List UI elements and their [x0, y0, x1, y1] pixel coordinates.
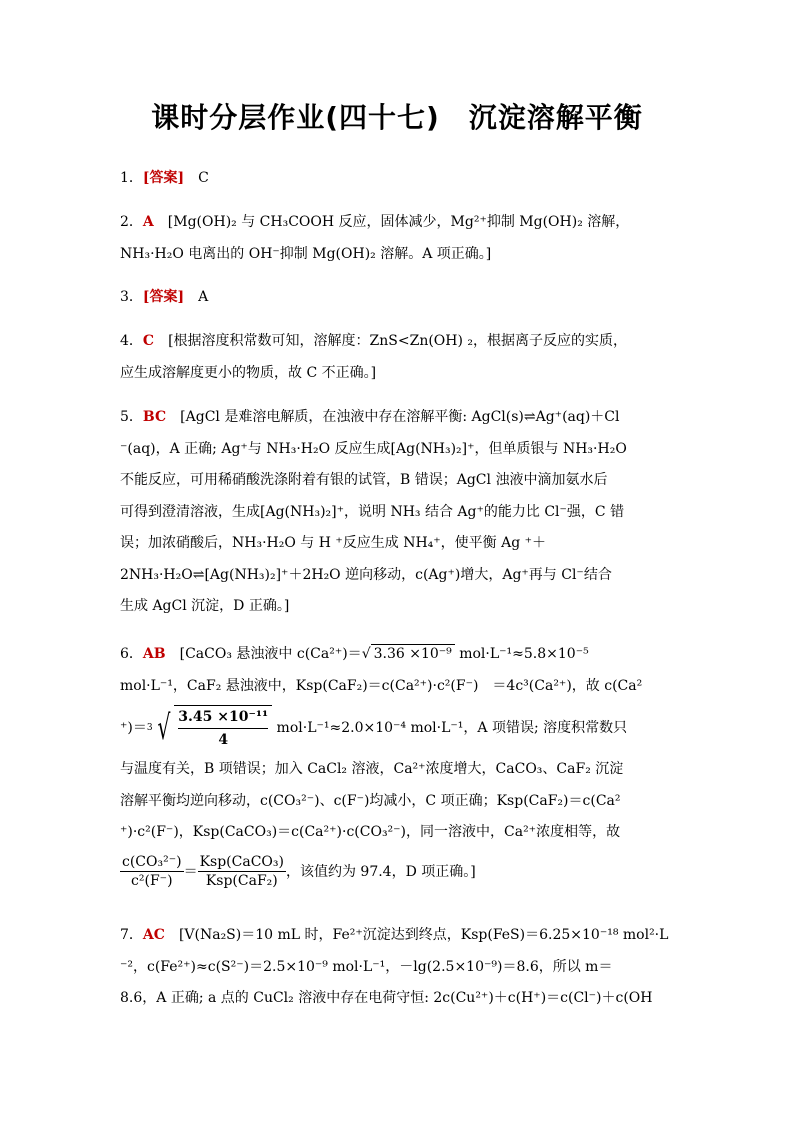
sqrt-expression: 3.36 ×10⁻⁹ [371, 644, 455, 663]
root-fraction [174, 705, 272, 751]
question-number: 2． [120, 214, 143, 230]
answer-item-7 [120, 920, 676, 1015]
root-numerator: 3.45 ×10⁻¹¹ [178, 706, 268, 729]
explanation-line: mol·L⁻¹，CaF₂ 悬浊液中，Ksp(CaF₂)＝c(Ca²⁺)·c²(F⁻) ＝4c³(Ca²⁺)，故 c(Ca² [120, 677, 643, 694]
fraction-numerator: Ksp(CaCO₃) [199, 854, 284, 870]
answer-tag: [答案] [142, 289, 185, 305]
root-index: 3 [146, 723, 153, 733]
explanation-text: [根据溶度积常数可知，溶解度：ZnS<Zn(OH) ₂，根据离子反应的实质， [168, 333, 628, 349]
question-number: 5． [120, 409, 143, 425]
answer-line [120, 282, 676, 314]
answer-line [120, 207, 676, 239]
answer-item-1 [120, 163, 676, 195]
explanation-text: ，该值约为 97.4，D 项正确。] [285, 863, 476, 880]
explanation-line: 应生成溶解度更小的物质，故 C 不正确。] [120, 364, 377, 381]
answer-line [120, 920, 676, 952]
explanation-line: NH₃·H₂O 电离出的 OH⁻抑制 Mg(OH)₂ 溶解。A 项正确。] [120, 245, 492, 262]
explanation-text: [V(Na₂S)＝10 mL 时，Fe²⁺沉淀达到终点，Ksp(FeS)＝6.25×10⁻¹⁸ mol²·L [178, 927, 669, 943]
explanation-line: 可得到澄清溶液，生成[Ag(NH₃)₂]⁺，说明 NH₃ 结合 Ag⁺的能力比 Cl⁻强，C 错 [120, 503, 625, 520]
explanation-line: 误；加浓硝酸后，NH₃·H₂O 与 H ⁺反应生成 NH₄⁺，使平衡 Ag ⁺＋ [120, 535, 547, 551]
answer-item-5 [120, 402, 676, 623]
explanation-text: [Mg(OH)₂ 与 CH₃COOH 反应，固体减少，Mg²⁺抑制 Mg(OH)₂ 溶解， [167, 214, 630, 230]
question-number: 1． [120, 170, 143, 186]
question-number: 7． [120, 927, 143, 943]
cube-root-expression [147, 702, 272, 754]
question-number: 3． [120, 289, 143, 305]
ksp-fraction [198, 853, 286, 890]
question-number: 6． [120, 646, 143, 662]
explanation-line [120, 849, 676, 895]
explanation-line: ⁺)·c²(F⁻)，Ksp(CaCO₃)＝c(Ca²⁺)·c(CO₃²⁻)，同一溶液中，Ca²⁺浓度相等，故 [120, 824, 621, 840]
question-number: 4． [120, 333, 143, 349]
equals-sign: ＝ [183, 863, 198, 880]
sqrt-symbol: √ [361, 646, 371, 662]
explanation-text: ⁺)＝ [120, 720, 147, 736]
answer-item-6 [120, 639, 676, 895]
explanation-line: 不能反应，可用稀硝酸洗涤附着有银的试管，B 错误；AgCl 浊液中滴加氨水后 [120, 472, 608, 488]
explanation-line: ⁻²，c(Fe²⁺)≈c(S²⁻)＝2.5×10⁻⁹ mol·L⁻¹，－lg(2.5×10⁻⁹)＝8.6，所以 m＝ [120, 958, 613, 975]
answer-choice: C [198, 170, 209, 186]
explanation-line: 溶解平衡均逆向移动，c(CO₃²⁻)、c(F⁻)均减小，C 项正确；Ksp(CaF₂)＝c(Ca² [120, 792, 621, 809]
answer-choice: A [198, 289, 209, 305]
explanation-text: [AgCl 是难溶电解质，在浊液中存在溶解平衡: AgCl(s)⇌Ag⁺(aq)＋Cl [180, 409, 620, 425]
answer-line [120, 326, 676, 358]
answer-item-3 [120, 282, 676, 314]
answer-line [120, 639, 676, 671]
explanation-line: ⁻(aq)，A 正确; Ag⁺与 NH₃·H₂O 反应生成[Ag(NH₃)₂]⁺，但单质银与 NH₃·H₂O [120, 440, 627, 457]
explanation-text: [CaCO₃ 悬浊液中 c(Ca²⁺)＝ [179, 646, 362, 662]
answer-line [120, 402, 676, 434]
root-denominator: 4 [218, 732, 229, 748]
explanation-text: mol·L⁻¹≈5.8×10⁻⁵ [454, 646, 589, 662]
explanation-text: mol·L⁻¹≈2.0×10⁻⁴ mol·L⁻¹，A 项错误; 溶度积常数只 [272, 720, 628, 736]
explanation-line [120, 702, 676, 754]
fraction-denominator: c²(F⁻) [131, 873, 173, 889]
explanation-line: 生成 AgCl 沉淀，D 正确。] [120, 598, 290, 614]
fraction-denominator: Ksp(CaF₂) [205, 873, 278, 889]
ratio-fraction [120, 853, 184, 890]
explanation-line: 8.6，A 正确; a 点的 CuCl₂ 溶液中存在电荷守恒: 2c(Cu²⁺)＋c(H⁺)＝c(Cl⁻)＋c(OH [120, 990, 653, 1006]
explanation-line: 与温度有关，B 项错误；加入 CaCl₂ 溶液，Ca²⁺浓度增大，CaCO₃、CaF₂ 沉淀 [120, 761, 624, 777]
answer-line [120, 163, 676, 195]
answer-tag: AB [142, 646, 166, 662]
answer-tag: AC [142, 927, 165, 943]
explanation-line: 2NH₃·H₂O⇌[Ag(NH₃)₂]⁺＋2H₂O 逆向移动，c(Ag⁺)增大，Ag⁺再与 Cl⁻结合 [120, 566, 612, 583]
answer-tag: C [142, 333, 155, 349]
answer-tag: A [142, 214, 154, 230]
root-symbol: √ [156, 708, 170, 748]
answer-tag: BC [142, 409, 167, 425]
fraction-numerator: c(CO₃²⁻) [122, 854, 182, 870]
answer-item-4 [120, 326, 676, 389]
page-title: 课时分层作业(四十七) 沉淀溶解平衡 [151, 101, 643, 134]
answer-tag: [答案] [142, 170, 185, 186]
answer-item-2 [120, 207, 676, 270]
